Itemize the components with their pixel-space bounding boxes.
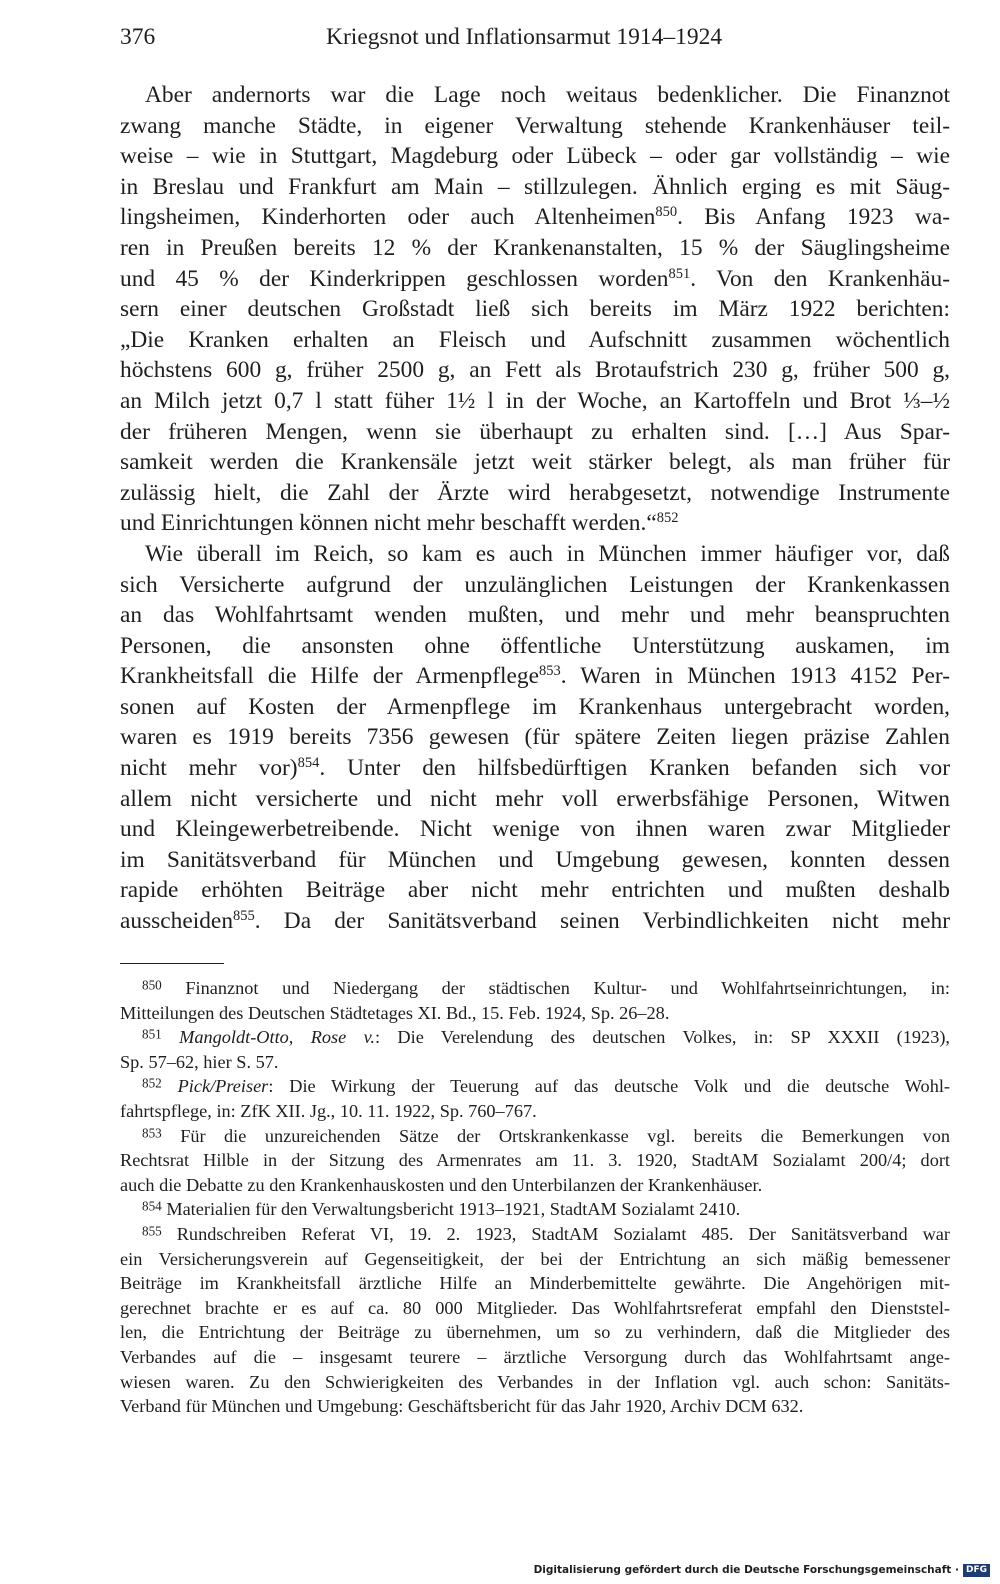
footnote-line <box>120 976 950 1001</box>
text-line: Personen, die ansonsten ohne öffentliche Unterstützung auskamen, im <box>120 632 950 659</box>
text-span: . Bis Anfang 1923 wa- <box>677 204 950 231</box>
funding-credit <box>534 1562 990 1578</box>
author-name: Mangoldt-Otto, Rose v. <box>179 1027 375 1048</box>
text-line: an das Wohlfahrtsamt wenden mußten, und mehr und mehr beanspruchten <box>120 602 950 629</box>
text-span: Rundschreiben Referat VI, 19. 2. 1923, StadtAM Sozialamt 485. Der Sanitätsverband war <box>176 1223 950 1244</box>
text-line: sich Versicherte aufgrund der unzulänglichen Leistungen der Krankenkassen <box>120 571 950 598</box>
text-line: und Kleingewerbetreibende. Nicht wenige von ihnen waren zwar Mitglieder <box>120 816 950 843</box>
text-line: waren es 1919 bereits 7356 gewesen (für spätere Zeiten liegen präzise Zahlen <box>120 724 950 751</box>
footnote-line <box>120 1222 950 1247</box>
footnote-ref-852[interactable]: 852 <box>656 510 679 527</box>
text-line <box>120 753 950 784</box>
footnote-number: 854 <box>142 1198 162 1214</box>
funding-credit-text: Digitalisierung gefördert durch die Deutsche Forschungsgemeinschaft · <box>533 1564 959 1576</box>
text-span: Materialien für den Verwaltungsbericht 1913–1921, StadtAM Sozialamt 2410. <box>166 1199 741 1220</box>
text-line: höchstens 600 g, früher 2500 g, an Fett als Brotaufstrich 230 g, früher 500 g, <box>120 357 950 384</box>
footnote-ref-855[interactable]: 855 <box>233 908 255 925</box>
text-line <box>120 661 950 692</box>
text-line <box>120 202 950 233</box>
page-number: 376 <box>120 24 156 50</box>
text-line <box>120 508 950 539</box>
text-line: zulässig hielt, die Zahl der Ärzte wird herabgesetzt, notwendige Instrumente <box>120 479 950 506</box>
footnote-line: Rechtsrat Hilble in der Sitzung des Armenrates am 11. 3. 1920, StadtAM Sozialamt 200/4; dort <box>120 1150 950 1171</box>
text-span: . Waren in München 1913 4152 Per- <box>560 663 950 690</box>
text-span: und Einrichtungen können nicht mehr beschafft werden.“ <box>120 510 657 537</box>
footnote-line <box>120 1124 950 1149</box>
text-span: nicht mehr vor) <box>120 755 298 782</box>
footnote-line: ein Versicherungsverein auf Gegenseitigkeit, der bei der Entrichtung an sich mäßig bemessener <box>120 1248 950 1269</box>
text-span: und 45 % der Kinderkrippen geschlossen worden <box>120 265 669 292</box>
footnote-line: len, die Entrichtung der Beiträge zu übernehmen, um so zu verhindern, daß die Mitglieder des <box>120 1322 950 1343</box>
footnote-number: 850 <box>142 977 162 993</box>
footnote-ref-853[interactable]: 853 <box>538 663 561 680</box>
text-line <box>120 264 950 295</box>
text-span: . Unter den hilfsbedürftigen Kranken befanden sich vor <box>319 755 950 782</box>
footnote-number: 853 <box>142 1124 162 1140</box>
footnote-divider <box>120 963 224 964</box>
footnote-ref-851[interactable]: 851 <box>668 265 691 282</box>
footnote-number: 851 <box>142 1026 162 1042</box>
text-span: ausscheiden <box>120 908 234 935</box>
footnote-number: 852 <box>142 1075 162 1091</box>
page-header <box>120 20 950 54</box>
footnote-line: wiesen waren. Zu den Schwierigkeiten des Verbandes in der Inflation vgl. auch schon: Sanitäts- <box>120 1371 950 1392</box>
text-line: ren in Preußen bereits 12 % der Krankenanstalten, 15 % der Säuglingsheime <box>120 234 950 261</box>
text-line: weise – wie in Stuttgart, Magdeburg oder Lübeck – oder gar vollständig – wie <box>120 143 950 170</box>
text-line: samkeit werden die Krankensäle jetzt weit stärker belegt, als man früher für <box>120 449 950 476</box>
footnote-ref-854[interactable]: 854 <box>297 755 320 772</box>
main-text <box>120 80 950 937</box>
footnote-line: gerechnet brachte er es auf ca. 80 000 Mitglieder. Das Wohlfahrtsreferat empfahl den Dienststel- <box>120 1297 950 1318</box>
footnote-line <box>120 1074 950 1099</box>
footnote-line: fahrtspflege, in: ZfK XII. Jg., 10. 11. 1922, Sp. 760–767. <box>120 1100 537 1121</box>
footnote-line: Beiträge im Krankheitsfall ärztliche Hilfe an Minderbemittelte gewährte. Die Angehörigen mit- <box>120 1273 950 1294</box>
text-line: sern einer deutschen Großstadt ließ sich bereits im März 1922 berichten: <box>120 296 950 323</box>
footnote-ref-850[interactable]: 850 <box>655 204 678 221</box>
text-span: Finanznot und Niedergang der städtischen Kultur- und Wohlfahrtseinrichtungen, in: <box>185 978 950 998</box>
footnotes <box>120 976 950 1419</box>
text-line: im Sanitätsverband für München und Umgebung gewesen, konnten dessen <box>120 846 950 873</box>
text-line: „Die Kranken erhalten an Fleisch und Aufschnitt zusammen wöchentlich <box>120 326 950 353</box>
footnote-line: Verbandes auf die – insgesamt teurere – ärztliche Versorgung durch das Wohlfahrtsamt ange- <box>120 1346 950 1367</box>
footnote-line: Sp. 57–62, hier S. 57. <box>120 1051 279 1072</box>
footnote-line <box>120 1197 950 1222</box>
text-line: Wie überall im Reich, so kam es auch in München immer häufiger vor, daß <box>145 540 950 567</box>
text-span: : Die Wirkung der Teuerung auf das deutsche Volk und die deutsche Wohl- <box>268 1076 951 1097</box>
text-span: . Da der Sanitätsverband seinen Verbindlichkeiten nicht mehr <box>254 908 950 935</box>
footnote-line: auch die Debatte zu den Krankenhauskosten und den Unterbilanzen der Krankenhäuser. <box>120 1174 763 1195</box>
text-span: lingsheimen, Kinderhorten oder auch Altenheimen <box>120 204 656 231</box>
text-line: sonen auf Kosten der Armenpflege im Krankenhaus untergebracht worden, <box>120 693 950 720</box>
running-head: Kriegsnot und Inflationsarmut 1914–1924 <box>326 24 723 50</box>
text-span: Für die unzureichenden Sätze der Ortskrankenkasse vgl. bereits die Bemerkungen von <box>180 1125 950 1146</box>
text-line: zwang manche Städte, in eigener Verwaltung stehende Krankenhäuser teil- <box>120 112 950 139</box>
text-span: : Die Verelendung des deutschen Volkes, in: SP XXXII (1923), <box>374 1027 950 1048</box>
text-line <box>120 906 950 937</box>
text-line: in Breslau und Frankfurt am Main – stillzulegen. Ähnlich erging es mit Säug- <box>120 173 950 200</box>
text-span: . Von den Krankenhäu- <box>690 265 950 292</box>
footnote-line <box>120 1025 950 1050</box>
text-line: Aber andernorts war die Lage noch weitaus bedenklicher. Die Finanznot <box>145 82 950 108</box>
footnote-line: Mitteilungen des Deutschen Städtetages XI. Bd., 15. Feb. 1924, Sp. 26–28. <box>120 1002 670 1023</box>
text-span: Krankheitsfall die Hilfe der Armenpflege <box>120 663 539 690</box>
footnote-number: 855 <box>142 1223 162 1239</box>
text-line: allem nicht versicherte und nicht mehr voll erwerbsfähige Personen, Witwen <box>120 785 950 812</box>
text-line: der früheren Mengen, wenn sie überhaupt zu erhalten sind. […] Aus Spar- <box>120 418 950 445</box>
dfg-logo-icon: DFG <box>963 1564 990 1577</box>
footnote-line: Verband für München und Umgebung: Geschäftsbericht für das Jahr 1920, Archiv DCM 632. <box>120 1396 804 1417</box>
text-line: an Milch jetzt 0,7 l statt füher 1½ l in der Woche, an Kartoffeln und Brot ⅓–½ <box>120 387 950 414</box>
author-name: Pick/Preiser <box>177 1076 269 1097</box>
text-line: rapide erhöhten Beiträge aber nicht mehr entrichten und mußten deshalb <box>120 877 950 904</box>
